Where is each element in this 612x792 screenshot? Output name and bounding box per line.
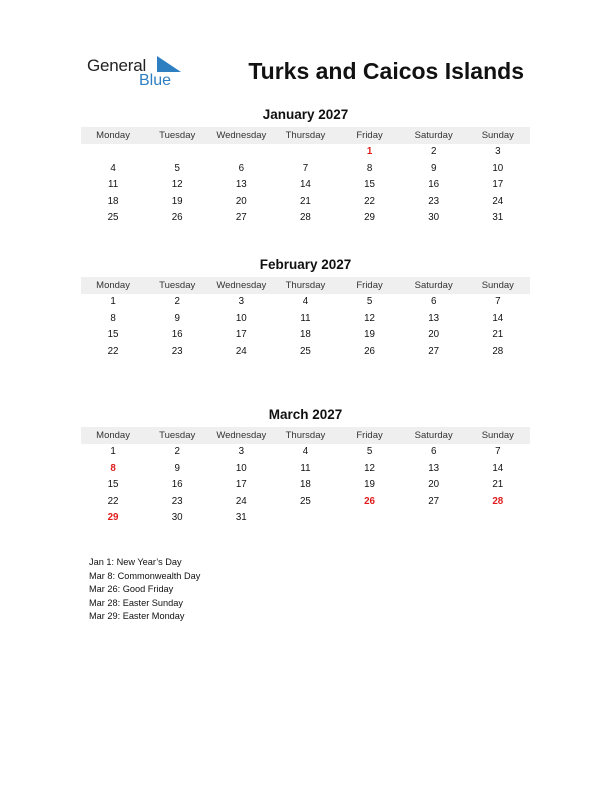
day-cell: 12 bbox=[171, 179, 183, 191]
day-cell: 2 bbox=[174, 446, 180, 457]
day-cell: 8 bbox=[110, 312, 116, 324]
day-cell: 25 bbox=[299, 495, 311, 507]
day-cell: 9 bbox=[430, 162, 437, 174]
calendar-grid bbox=[81, 427, 530, 527]
day-cell: 2 bbox=[430, 146, 437, 157]
holiday-note: Mar 26: Good Friday bbox=[89, 584, 174, 594]
day-cell: 10 bbox=[492, 162, 504, 174]
day-cell: 2 bbox=[174, 296, 180, 307]
day-cell: 27 bbox=[428, 495, 440, 507]
day-cell: 5 bbox=[174, 162, 180, 174]
weekday-header: Monday bbox=[81, 277, 145, 294]
weekday-header: Sunday bbox=[466, 427, 530, 444]
month-title: February 2027 bbox=[259, 257, 352, 272]
weekday-header: Friday bbox=[338, 427, 402, 444]
day-cell: 14 bbox=[492, 312, 504, 324]
day-cell: 22 bbox=[107, 345, 119, 357]
weekday-header: Thursday bbox=[273, 127, 337, 144]
calendar-grid bbox=[81, 127, 530, 227]
day-cell: 7 bbox=[495, 296, 501, 307]
weekday-header: Saturday bbox=[402, 277, 466, 294]
weekday-header: Tuesday bbox=[145, 427, 209, 444]
logo-word-blue: Blue bbox=[139, 72, 172, 89]
day-cell: 6 bbox=[430, 446, 437, 457]
holiday-day-cell: 26 bbox=[364, 495, 376, 507]
day-cell: 23 bbox=[171, 345, 183, 357]
day-cell: 12 bbox=[364, 312, 376, 324]
holiday-day-cell: 8 bbox=[110, 462, 116, 474]
empty-day-cell bbox=[81, 144, 145, 161]
day-cell: 13 bbox=[428, 462, 440, 474]
month-calendar-february bbox=[81, 256, 530, 360]
day-cell: 3 bbox=[495, 146, 501, 157]
holiday-day-cell: 29 bbox=[107, 512, 119, 524]
day-cell: 28 bbox=[299, 212, 311, 224]
day-cell: 27 bbox=[428, 345, 440, 357]
day-cell: 16 bbox=[171, 329, 183, 341]
weekday-header: Thursday bbox=[273, 277, 337, 294]
day-cell: 5 bbox=[366, 296, 373, 307]
day-cell: 17 bbox=[235, 329, 247, 341]
day-cell: 26 bbox=[364, 345, 376, 357]
holiday-note: Mar 29: Easter Monday bbox=[89, 611, 185, 621]
weekday-header: Sunday bbox=[466, 127, 530, 144]
day-cell: 10 bbox=[235, 312, 247, 324]
weekday-header: Friday bbox=[338, 277, 402, 294]
day-cell: 11 bbox=[300, 462, 311, 474]
day-cell: 5 bbox=[366, 446, 373, 457]
weekday-header: Tuesday bbox=[145, 277, 209, 294]
holiday-note: Mar 8: Commonwealth Day bbox=[89, 570, 201, 581]
day-cell: 31 bbox=[235, 512, 247, 524]
day-cell: 12 bbox=[364, 462, 376, 474]
day-cell: 4 bbox=[110, 162, 116, 174]
day-cell: 16 bbox=[171, 479, 183, 491]
day-cell: 20 bbox=[428, 329, 440, 341]
weekday-header: Monday bbox=[81, 127, 145, 144]
month-calendar-march bbox=[81, 406, 530, 527]
day-cell: 23 bbox=[171, 495, 183, 507]
day-cell: 3 bbox=[238, 446, 245, 457]
month-title: March 2027 bbox=[268, 407, 343, 422]
day-cell: 19 bbox=[364, 329, 376, 341]
empty-day-cell bbox=[145, 144, 209, 161]
weekday-header: Wednesday bbox=[209, 427, 273, 444]
day-cell: 15 bbox=[364, 179, 376, 191]
empty-day-cell bbox=[273, 144, 337, 161]
day-cell: 4 bbox=[302, 296, 309, 307]
weekday-header: Tuesday bbox=[145, 127, 209, 144]
calendar-grid bbox=[81, 277, 530, 360]
holiday-day-cell: 1 bbox=[366, 146, 373, 157]
day-cell: 15 bbox=[107, 479, 119, 491]
weekday-header: Sunday bbox=[466, 277, 530, 294]
day-cell: 13 bbox=[235, 179, 247, 191]
day-cell: 27 bbox=[235, 212, 247, 224]
day-cell: 21 bbox=[492, 329, 504, 341]
day-cell: 19 bbox=[364, 479, 376, 491]
day-cell: 20 bbox=[235, 195, 247, 207]
day-cell: 18 bbox=[299, 479, 311, 491]
page-title: Turks and Caicos Islands bbox=[248, 58, 524, 84]
logo-word-general: General bbox=[87, 56, 147, 75]
day-cell: 16 bbox=[428, 179, 440, 191]
day-cell: 11 bbox=[107, 179, 119, 191]
weekday-header: Friday bbox=[338, 127, 402, 144]
day-cell: 23 bbox=[428, 195, 440, 207]
empty-day-cell bbox=[209, 144, 273, 161]
weekday-header: Thursday bbox=[273, 427, 337, 444]
day-cell: 21 bbox=[299, 195, 311, 207]
day-cell: 17 bbox=[235, 479, 247, 491]
day-cell: 24 bbox=[235, 495, 247, 507]
weekday-header: Saturday bbox=[402, 127, 466, 144]
holiday-day-cell: 28 bbox=[492, 495, 504, 507]
day-cell: 17 bbox=[492, 179, 504, 191]
day-cell: 4 bbox=[302, 446, 309, 457]
day-cell: 10 bbox=[235, 462, 247, 474]
day-cell: 22 bbox=[107, 495, 119, 507]
day-cell: 1 bbox=[110, 296, 116, 307]
day-cell: 25 bbox=[107, 212, 119, 224]
day-cell: 6 bbox=[430, 296, 437, 307]
day-cell: 9 bbox=[174, 462, 180, 474]
day-cell: 1 bbox=[110, 446, 116, 457]
day-cell: 24 bbox=[492, 195, 504, 207]
day-cell: 6 bbox=[238, 162, 245, 174]
day-cell: 25 bbox=[299, 345, 311, 357]
day-cell: 30 bbox=[428, 212, 440, 224]
day-cell: 29 bbox=[364, 212, 376, 224]
day-cell: 30 bbox=[171, 512, 183, 524]
day-cell: 20 bbox=[428, 479, 440, 491]
day-cell: 8 bbox=[366, 162, 373, 174]
weekday-header: Monday bbox=[81, 427, 145, 444]
day-cell: 21 bbox=[492, 479, 504, 491]
day-cell: 7 bbox=[495, 446, 501, 457]
day-cell: 24 bbox=[235, 345, 247, 357]
day-cell: 14 bbox=[492, 462, 504, 474]
weekday-header: Wednesday bbox=[209, 127, 273, 144]
weekday-header: Wednesday bbox=[209, 277, 273, 294]
generalblue-logo bbox=[87, 56, 187, 92]
day-cell: 13 bbox=[428, 312, 440, 324]
month-title: January 2027 bbox=[262, 107, 349, 122]
day-cell: 31 bbox=[492, 212, 504, 224]
holiday-list bbox=[89, 556, 200, 624]
day-cell: 9 bbox=[174, 312, 180, 324]
day-cell: 15 bbox=[107, 329, 119, 341]
day-cell: 11 bbox=[300, 312, 311, 324]
holiday-note: Mar 28: Easter Sunday bbox=[89, 597, 183, 608]
day-cell: 18 bbox=[107, 195, 119, 207]
month-calendar-january bbox=[81, 106, 530, 227]
holiday-note: Jan 1: New Year’s Day bbox=[89, 557, 182, 567]
day-cell: 3 bbox=[238, 296, 245, 307]
day-cell: 7 bbox=[302, 162, 309, 174]
day-cell: 26 bbox=[171, 212, 183, 224]
day-cell: 14 bbox=[299, 179, 311, 191]
weekday-header: Saturday bbox=[402, 427, 466, 444]
day-cell: 19 bbox=[171, 195, 183, 207]
day-cell: 28 bbox=[492, 345, 504, 357]
day-cell: 22 bbox=[364, 195, 376, 207]
day-cell: 18 bbox=[299, 329, 311, 341]
